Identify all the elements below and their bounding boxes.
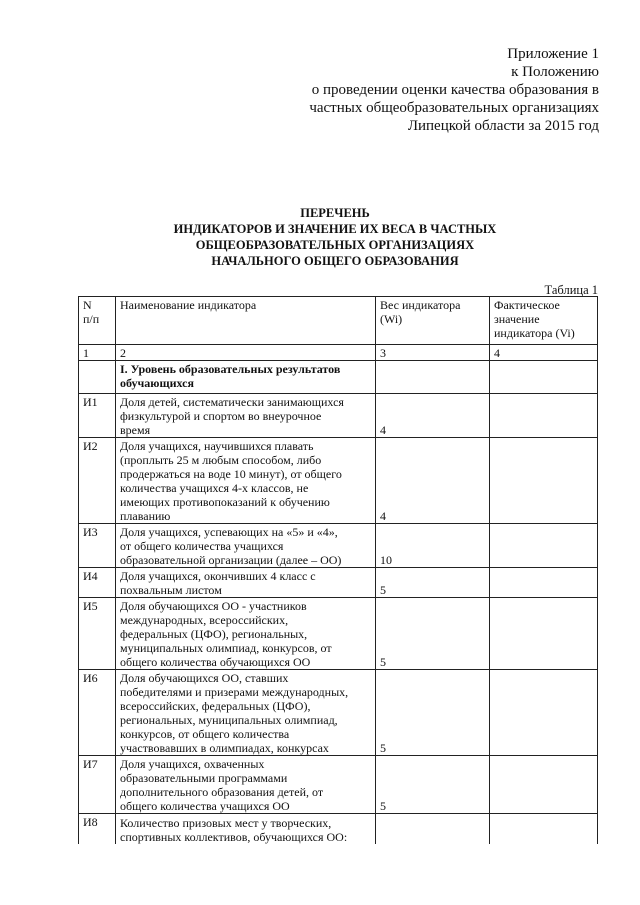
indicator-number: И6 bbox=[79, 670, 116, 756]
indicator-weight: 5 bbox=[376, 568, 490, 598]
indicator-weight: 5 bbox=[376, 598, 490, 670]
indicator-row bbox=[79, 438, 598, 524]
indicator-weight: 5 bbox=[376, 756, 490, 814]
column-number: 4 bbox=[490, 345, 598, 361]
indicator-number: И1 bbox=[79, 394, 116, 438]
indicator-number: И2 bbox=[79, 438, 116, 524]
indicator-name: Доля обучающихся ОО, ставших победителями и призерами международных, всероссийских, федеральных (ЦФО), региональных, муниципальных олимпиад, конкурсов, от общего количества участвовавших в олимпиадах, конкурсах bbox=[116, 670, 376, 756]
header-weight bbox=[376, 297, 490, 345]
indicator-number: И8 bbox=[79, 814, 116, 844]
indicator-name: Доля детей, систематически занимающихся физкультурой и спортом во внеурочное время bbox=[116, 394, 376, 438]
indicator-actual-value bbox=[490, 438, 598, 524]
indicator-number: И4 bbox=[79, 568, 116, 598]
indicator-row bbox=[79, 568, 598, 598]
appendix-line: о проведении оценки качества образования в bbox=[311, 82, 599, 98]
indicator-name: Доля учащихся, окончивших 4 класс с похвальным листом bbox=[116, 568, 376, 598]
indicator-weight: 4 bbox=[376, 438, 490, 524]
indicators-table-body bbox=[79, 297, 598, 844]
indicator-row bbox=[79, 814, 598, 844]
indicator-row bbox=[79, 524, 598, 568]
indicator-number bbox=[79, 361, 116, 394]
indicator-actual-value bbox=[490, 598, 598, 670]
column-number: 1 bbox=[79, 345, 116, 361]
indicator-name: Доля обучающихся ОО - участников международных, всероссийских, федеральных (ЦФО), региональных, муниципальных олимпиад, конкурсов, от общего количества обучающихся ОО bbox=[116, 598, 376, 670]
indicator-row bbox=[79, 598, 598, 670]
indicator-name: Доля учащихся, научившихся плавать (проплыть 25 м любым способом, либо продержаться на воде 10 минут), от общего количества учащихся 4-х классов, не имеющих противопоказаний к обучению плаванию bbox=[116, 438, 376, 524]
header-num bbox=[79, 297, 116, 345]
indicator-actual-value bbox=[490, 524, 598, 568]
indicator-number: И7 bbox=[79, 756, 116, 814]
indicator-actual-value bbox=[490, 568, 598, 598]
appendix-line: частных общеобразовательных организациях bbox=[309, 100, 599, 116]
indicator-row bbox=[79, 670, 598, 756]
indicator-name: I. Уровень образовательных результатов обучающихся bbox=[116, 361, 376, 394]
indicator-actual-value bbox=[490, 756, 598, 814]
appendix-line: к Положению bbox=[511, 64, 599, 80]
header-name-text: Наименование индикатора bbox=[120, 298, 257, 312]
indicator-actual-value bbox=[490, 670, 598, 756]
header-weight-text: Вес индикатора (Wi) bbox=[380, 298, 461, 326]
indicator-name: Доля учащихся, охваченных образовательными программами дополнительного образования детей, от общего количества учащихся ОО bbox=[116, 756, 376, 814]
section-row bbox=[79, 361, 598, 394]
title-line: ОБЩЕОБРАЗОВАТЕЛЬНЫХ ОРГАНИЗАЦИЯХ bbox=[195, 238, 475, 252]
column-numbers-row bbox=[79, 345, 598, 361]
indicator-weight: 10 bbox=[376, 524, 490, 568]
table-caption: Таблица 1 bbox=[544, 283, 598, 297]
title-line: НАЧАЛЬНОГО ОБЩЕГО ОБРАЗОВАНИЯ bbox=[211, 254, 459, 268]
indicator-actual-value bbox=[490, 394, 598, 438]
indicators-table bbox=[78, 296, 598, 844]
appendix-line: Приложение 1 bbox=[507, 46, 599, 62]
appendix-header bbox=[179, 45, 599, 135]
header-num-text: N п/п bbox=[83, 298, 100, 326]
indicator-name: Доля учащихся, успевающих на «5» и «4», от общего количества учащихся образовательной организации (далее – ОО) bbox=[116, 524, 376, 568]
document-title bbox=[80, 205, 590, 269]
indicator-actual-value bbox=[490, 361, 598, 394]
indicator-row bbox=[79, 756, 598, 814]
indicator-row bbox=[79, 394, 598, 438]
title-line: ИНДИКАТОРОВ И ЗНАЧЕНИЕ ИХ ВЕСА В ЧАСТНЫХ bbox=[173, 222, 497, 236]
header-name bbox=[116, 297, 376, 345]
indicator-name: Количество призовых мест у творческих, спортивных коллективов, обучающихся ОО: bbox=[116, 814, 376, 844]
header-actual-text: Фактическое значение индикатора (Vi) bbox=[494, 298, 575, 340]
column-number: 3 bbox=[376, 345, 490, 361]
indicator-actual-value bbox=[490, 814, 598, 844]
indicator-number: И3 bbox=[79, 524, 116, 568]
table-header-row bbox=[79, 297, 598, 345]
header-actual bbox=[490, 297, 598, 345]
indicator-weight bbox=[376, 361, 490, 394]
column-number: 2 bbox=[116, 345, 376, 361]
indicator-weight bbox=[376, 814, 490, 844]
indicator-weight: 5 bbox=[376, 670, 490, 756]
indicator-weight: 4 bbox=[376, 394, 490, 438]
indicator-number: И5 bbox=[79, 598, 116, 670]
title-line: ПЕРЕЧЕНЬ bbox=[300, 206, 370, 220]
appendix-line: Липецкой области за 2015 год bbox=[407, 118, 599, 134]
